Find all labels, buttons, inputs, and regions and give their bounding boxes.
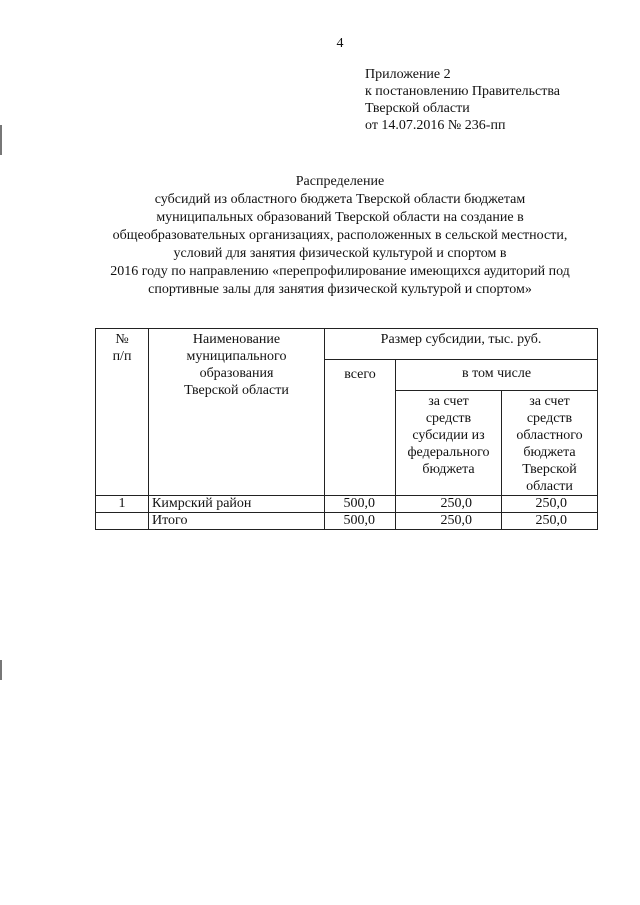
scan-edge-mark: [0, 125, 2, 155]
header-text: областного: [516, 428, 583, 443]
header-text: №: [115, 332, 129, 347]
summary-row: [96, 513, 598, 530]
page-number: 4: [336, 36, 344, 51]
header-number: [96, 329, 149, 496]
title-line: муниципальных образований Тверской области на создание в: [156, 210, 524, 225]
appendix-block: [365, 66, 560, 134]
header-text: области: [526, 479, 573, 494]
header-text: за счет: [428, 394, 469, 409]
header-text: федерального: [407, 445, 490, 460]
title-heading: Распределение: [295, 174, 385, 189]
cell-regional: 250,0: [502, 513, 598, 530]
header-text: муниципального: [186, 349, 287, 364]
table-row: [96, 496, 598, 513]
header-text: Тверской: [522, 462, 577, 477]
header-subsidy-size: Размер субсидии, тыс. руб.: [325, 329, 598, 360]
subsidy-table: [95, 328, 598, 530]
cell-municipality: Кимрский район: [149, 496, 325, 513]
header-text: субсидии из: [412, 428, 485, 443]
header-text: бюджета: [422, 462, 475, 477]
cell-federal: 250,0: [396, 496, 502, 513]
header-total: всего: [325, 360, 396, 496]
header-text: образования: [199, 366, 274, 381]
appendix-line: к постановлению Правительства: [365, 84, 561, 99]
header-text: Наименование: [192, 332, 281, 347]
header-federal: [396, 391, 502, 496]
cell-regional: 250,0: [502, 496, 598, 513]
header-municipality: [149, 329, 325, 496]
header-text: Тверской области: [184, 383, 289, 398]
cell-number: [96, 513, 149, 530]
title-line: общеобразовательных организациях, расположенных в сельской местности,: [112, 228, 568, 243]
title-line: субсидий из областного бюджета Тверской области бюджетам: [154, 192, 526, 207]
title-line: спортивные залы для занятия физической культурой и спортом»: [148, 282, 532, 297]
cell-total: 500,0: [325, 496, 396, 513]
header-regional: [502, 391, 598, 496]
header-text: средств: [526, 411, 573, 426]
document-title: [70, 173, 610, 299]
title-line: 2016 году по направлению «перепрофилирование имеющихся аудиторий под: [110, 264, 570, 279]
header-including: в том числе: [396, 360, 598, 391]
title-line: условий для занятия физической культурой и спортом в: [173, 246, 507, 261]
cell-number: 1: [96, 496, 149, 513]
cell-federal: 250,0: [396, 513, 502, 530]
appendix-line: Приложение 2: [365, 67, 451, 82]
header-text: за счет: [529, 394, 570, 409]
cell-summary-label: Итого: [149, 513, 325, 530]
scan-edge-mark: [0, 660, 2, 680]
appendix-line: от 14.07.2016 № 236-пп: [365, 118, 506, 133]
header-text: средств: [425, 411, 472, 426]
header-text: п/п: [112, 349, 132, 364]
cell-total: 500,0: [325, 513, 396, 530]
header-text: бюджета: [523, 445, 576, 460]
appendix-line: Тверской области: [365, 101, 470, 116]
